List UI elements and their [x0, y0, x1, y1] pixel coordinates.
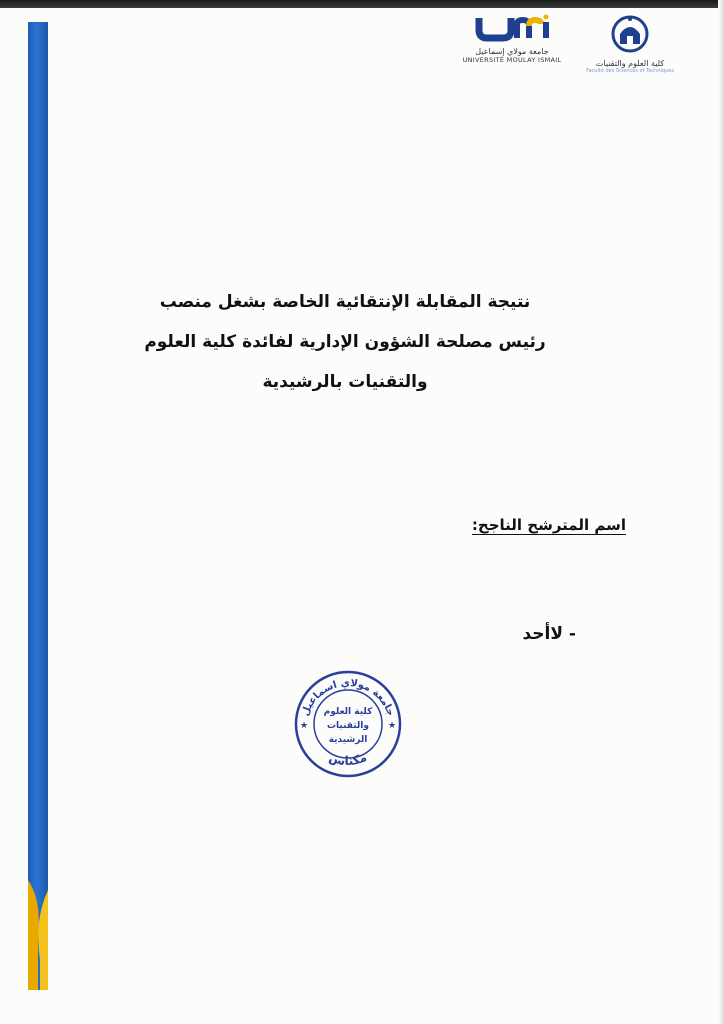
left-blue-band — [28, 22, 48, 990]
successful-candidate-label: اسم المترشح الناجح: — [471, 516, 626, 534]
stamp-outer-text: جامعة مولاي اسماعيل — [299, 677, 397, 718]
title-line-1: نتيجة المقابلة الإنتقائية الخاصة بشغل منصب — [159, 292, 531, 312]
stamp-bottom-text: مكناس — [327, 749, 369, 769]
stamp-line-3: الرشيدية — [328, 735, 368, 745]
umi-logo — [452, 14, 572, 64]
left-band-gold-accent — [28, 880, 48, 990]
fst-logo — [580, 14, 680, 74]
umi-name-ar: جامعة مولاي إسماعيل — [475, 47, 549, 56]
stamp-star-left: ★ — [299, 721, 309, 731]
scan-top-edge — [0, 0, 724, 8]
stamp-line-2: والتقنيات — [327, 721, 369, 731]
fst-logo-icon — [610, 14, 650, 54]
stamp-star-right: ★ — [387, 721, 397, 731]
umi-logo-icon — [473, 14, 551, 42]
result-value: - لاأحد — [522, 624, 576, 644]
document-title — [110, 282, 580, 402]
official-stamp-icon — [292, 668, 404, 780]
fst-name-ar: كلية العلوم والتقنيات — [595, 59, 665, 68]
title-line-2: رئيس مصلحة الشؤون الإدارية لفائدة كلية العلوم — [144, 332, 546, 352]
fst-subtitle: Faculté des Sciences et Techniques — [586, 68, 674, 74]
scan-right-edge — [718, 0, 724, 1024]
title-line-3: والتقنيات بالرشيدية — [262, 372, 428, 392]
umi-name-en: UNIVERSITÉ MOULAY ISMAIL — [462, 56, 562, 64]
stamp-line-1: كلية العلوم — [323, 707, 373, 717]
